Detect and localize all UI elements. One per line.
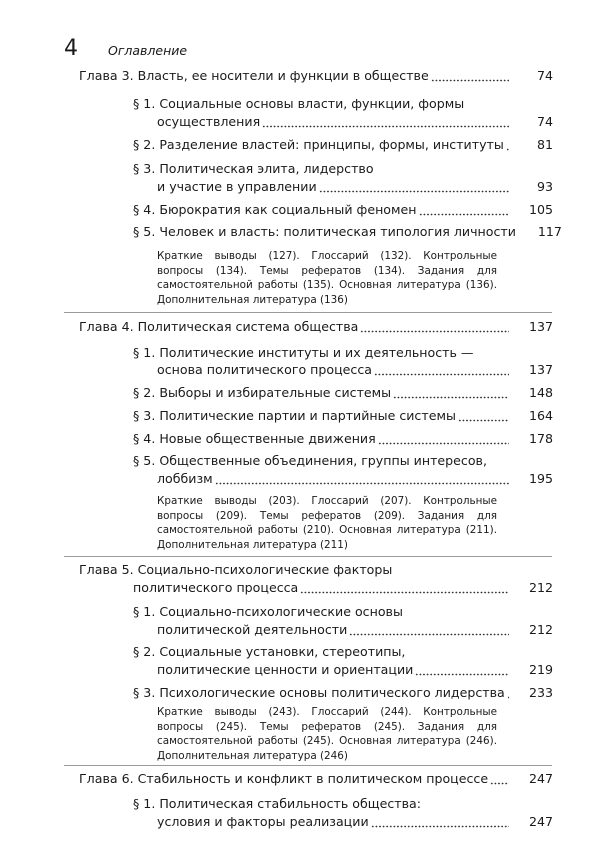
toc-entry-section-5-1[interactable] [157,621,553,639]
toc-entry-page: 148 [528,385,553,400]
dot-leader [300,580,509,594]
toc-entry-page: 247 [528,771,553,786]
toc-entry-page: 137 [528,319,553,334]
toc-entry-section-5-2[interactable] [157,661,553,679]
toc-entry-section-4-2[interactable] [133,384,553,402]
toc-entry-page: 81 [536,137,553,152]
toc-entry-section-4-5[interactable] [157,470,553,488]
chapter-4-appendix-note: Краткие выводы (203). Глоссарий (207). Контрольные вопросы (209). Темы рефератов (209). Задания для самостоятельной работы (210). Основная литература (211). Дополнительная литература (211) [157,495,497,551]
toc-entry-page: 137 [528,362,553,377]
toc-entry-section-4-1[interactable] [157,361,553,379]
toc-entry-title: условия и факторы реализации [157,814,369,829]
toc-entry-3-1-line1[interactable]: § 1. Социальные основы власти, функции, формы [133,96,465,111]
dot-leader [371,814,509,828]
chapter-divider [64,312,552,313]
toc-entry-title: лоббизм [157,471,213,486]
toc-entry-page: 178 [528,431,553,446]
dot-leader [415,662,509,676]
toc-entry-title: § 4. Новые общественные движения [133,431,376,446]
toc-entry-section-3-4[interactable] [133,201,553,219]
dot-leader [419,202,510,216]
toc-entry-title: § 4. Бюрократия как социальный феномен [133,202,417,217]
dot-leader [374,362,509,376]
toc-entry-section-5-3[interactable] [133,684,553,702]
dot-leader [360,319,509,333]
toc-entry-section-6-1[interactable] [157,813,553,831]
toc-entry-section-3-2[interactable] [133,136,553,154]
dot-leader [262,114,509,128]
dot-leader [431,68,509,82]
toc-entry-title: § 2. Разделение властей: принципы, формы, институты [133,137,504,152]
toc-entry-section-3-1[interactable] [157,113,553,131]
toc-entry-title: основа политического процесса [157,362,372,377]
toc-entry-chapter-3[interactable] [79,67,553,85]
toc-entry-title: политические ценности и ориентации [157,662,414,677]
chapter-3-appendix-note: Краткие выводы (127). Глоссарий (132). Контрольные вопросы (134). Темы рефератов (134). Задания для самостоятельной работы (135). Основная литература (136). Дополнительная литература (136) [157,250,497,306]
toc-entry-page: 105 [528,202,553,217]
toc-entry-page: 93 [536,179,553,194]
toc-entry-4-5-line1[interactable]: § 5. Общественные объединения, группы интересов, [133,453,487,468]
toc-entry-page: 233 [528,685,553,700]
chapter-divider [64,765,552,766]
toc-entry-page: 74 [536,114,553,129]
dot-leader [215,471,509,485]
toc-entry-page: 74 [536,68,553,83]
toc-entry-title: Глава 3. Власть, ее носители и функции в обществе [79,68,429,83]
toc-entry-page: 117 [537,224,562,239]
toc-entry-4-1-line1[interactable]: § 1. Политические институты и их деятельность — [133,345,474,360]
toc-entry-chapter-4[interactable] [79,318,553,336]
toc-entry-page: 212 [528,580,553,595]
running-title: Оглавление [108,43,188,58]
toc-entry-title: § 3. Психологические основы политического лидерства [133,685,505,700]
toc-entry-section-4-3[interactable] [133,407,553,425]
toc-entry-page: 219 [528,662,553,677]
toc-entry-title: политического процесса [133,580,299,595]
chapter-divider [64,556,552,557]
dot-leader [393,385,509,399]
toc-entry-chapter-5-line1[interactable]: Глава 5. Социально-психологические факторы [79,562,393,577]
dot-leader [458,408,509,422]
toc-entry-section-4-4[interactable] [133,430,553,448]
toc-entry-title: § 3. Политические партии и партийные системы [133,408,456,423]
toc-entry-chapter-5[interactable] [133,579,553,597]
dot-leader [378,431,509,445]
toc-entry-5-2-line1[interactable]: § 2. Социальные установки, стереотипы, [133,644,406,659]
toc-entry-page: 212 [528,622,553,637]
toc-entry-page: 247 [528,814,553,829]
toc-entry-title: Глава 4. Политическая система общества [79,319,359,334]
toc-entry-title: политической деятельности [157,622,348,637]
toc-entry-title: Глава 6. Стабильность и конфликт в политическом процессе [79,771,489,786]
toc-entry-title: осуществления [157,114,261,129]
toc-entry-3-3-line1[interactable]: § 3. Политическая элита, лидерство [133,161,374,176]
toc-entry-chapter-6[interactable] [79,770,553,788]
chapter-5-appendix-note: Краткие выводы (243). Глоссарий (244). Контрольные вопросы (245). Темы рефератов (245). Задания для самостоятельной работы (245). Основная литература (246). Дополнительная литература (246) [157,706,497,762]
toc-entry-title: § 2. Выборы и избирательные системы [133,385,392,400]
dot-leader [490,771,509,785]
dot-leader [319,179,509,193]
dot-leader [349,622,509,636]
toc-entry-5-1-line1[interactable]: § 1. Социально-психологические основы [133,604,403,619]
toc-entry-page: 164 [528,408,553,423]
page-number: 4 [64,36,78,61]
toc-entry-page: 195 [528,471,553,486]
toc-entry-section-3-3[interactable] [157,178,553,196]
toc-entry-section-3-5[interactable] [133,223,562,241]
toc-entry-title: и участие в управлении [157,179,317,194]
toc-entry-title: § 5. Человек и власть: политическая типология личности [133,224,516,239]
toc-entry-6-1-line1[interactable]: § 1. Политическая стабильность общества: [133,796,422,811]
